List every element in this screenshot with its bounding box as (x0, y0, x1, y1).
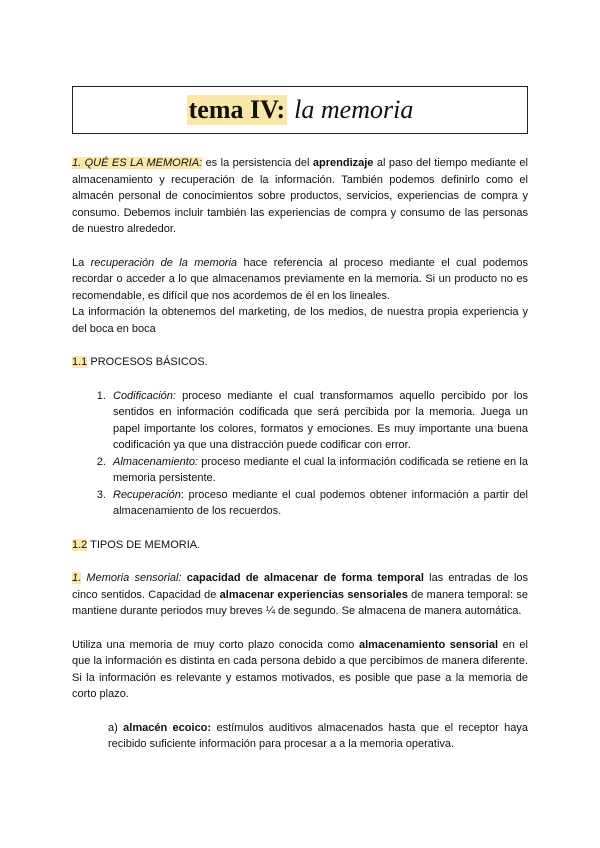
list-text: : proceso mediante el cual podemos obtener información a partir del almacenamiento de los recuerdos. (113, 488, 528, 517)
title-box (72, 86, 528, 134)
informacion-paragraph: La información la obtenemos del marketing, de los medios, de nuestra propia experiencia y del boca en boca (72, 306, 528, 335)
text-run: estímulos auditivos almacenados hasta que el receptor haya recibido suficiente información para procesar a a la memoria operativa. (108, 721, 528, 750)
list-text: proceso mediante el cual transformamos aquello percibido por los sentidos en información codificada que será percibida por la memoria. Juega un papel importante los colores, formatos y emociones. Es muy importante una buena codificación ya que una distracción puede codificar con error. (113, 389, 528, 451)
text-run: Utiliza una memoria de muy corto plazo conocida como (72, 638, 359, 651)
recuperacion-paragraph (72, 255, 528, 305)
list-item (109, 388, 528, 454)
list-item (109, 487, 528, 520)
section-1-1-heading (72, 354, 528, 371)
text-run: a) (108, 721, 124, 734)
section-number: 1.1 (72, 356, 88, 368)
list-term: Codificación: (113, 389, 176, 402)
section-1-paragraph (72, 155, 528, 238)
text-run: en el que la información es distinta en cada persona debido a que percibimos de manera diferente. Si la información es relevante y estamos motivados, es posible que pase a la memoria de corto plazo. (72, 638, 528, 700)
text-run-italic: recuperación de la memoria (90, 256, 238, 269)
text-run-bold: almacenar experiencias sensoriales (219, 588, 408, 601)
section-title: PROCESOS BÁSICOS. (87, 356, 208, 368)
section-number: 1.2 (72, 538, 88, 551)
text-run-bold: almacenamiento sensorial (358, 638, 499, 651)
text-run: de manera temporal: se mantiene durante periodos muy breves ¼ de segundo. Se almacena de manera automática. (72, 588, 528, 617)
almacen-ecoico-paragraph (72, 720, 528, 753)
memoria-sensorial-paragraph (72, 570, 528, 620)
text-run-bold: aprendizaje (312, 157, 374, 169)
subsection-number: 1. (72, 572, 82, 584)
text-run-bold: almacén ecoico: (123, 721, 212, 734)
text-run: es la persistencia del (202, 157, 313, 169)
text-run-bold: capacidad de almacenar de forma temporal (186, 572, 424, 584)
title-italic: la memoria (294, 95, 414, 124)
section-1-label: 1. QUÉ ES LA MEMORIA: (72, 157, 203, 169)
text-run: La (72, 256, 91, 269)
processes-list (72, 388, 528, 520)
document-page (72, 86, 528, 753)
subsection-label: Memoria sensorial: (81, 572, 182, 584)
almacenamiento-sensorial-paragraph (72, 637, 528, 703)
text-run: al paso del tiempo mediante el almacenamiento y recuperación de la información. También podemos definirlo como el almacén personal de conocimientos sobre productos, servicios, experiencias de compra y consumo. Debemos incluir también las experiencias de compra y consumo de las personas de nuestro alrededor. (72, 157, 528, 235)
list-term: Recuperación (113, 488, 181, 501)
text-run: hace referencia al proceso mediante el cual podemos recordar o acceder a lo que almacenamos previamente en la memoria. Si un producto no es recomendable, es difícil que nos acordemos de él en los lineales. (72, 256, 528, 302)
list-term: Almacenamiento: (113, 455, 198, 468)
text-run: las entradas de los cinco sentidos. Capacidad de (72, 572, 529, 601)
list-text: proceso mediante el cual la información codificada se retiene en la memoria persistente. (113, 455, 528, 484)
title-bold: tema IV: (188, 95, 286, 124)
list-item (109, 454, 528, 487)
section-title: TIPOS DE MEMORIA. (87, 538, 201, 551)
section-1-2-heading (72, 537, 528, 554)
